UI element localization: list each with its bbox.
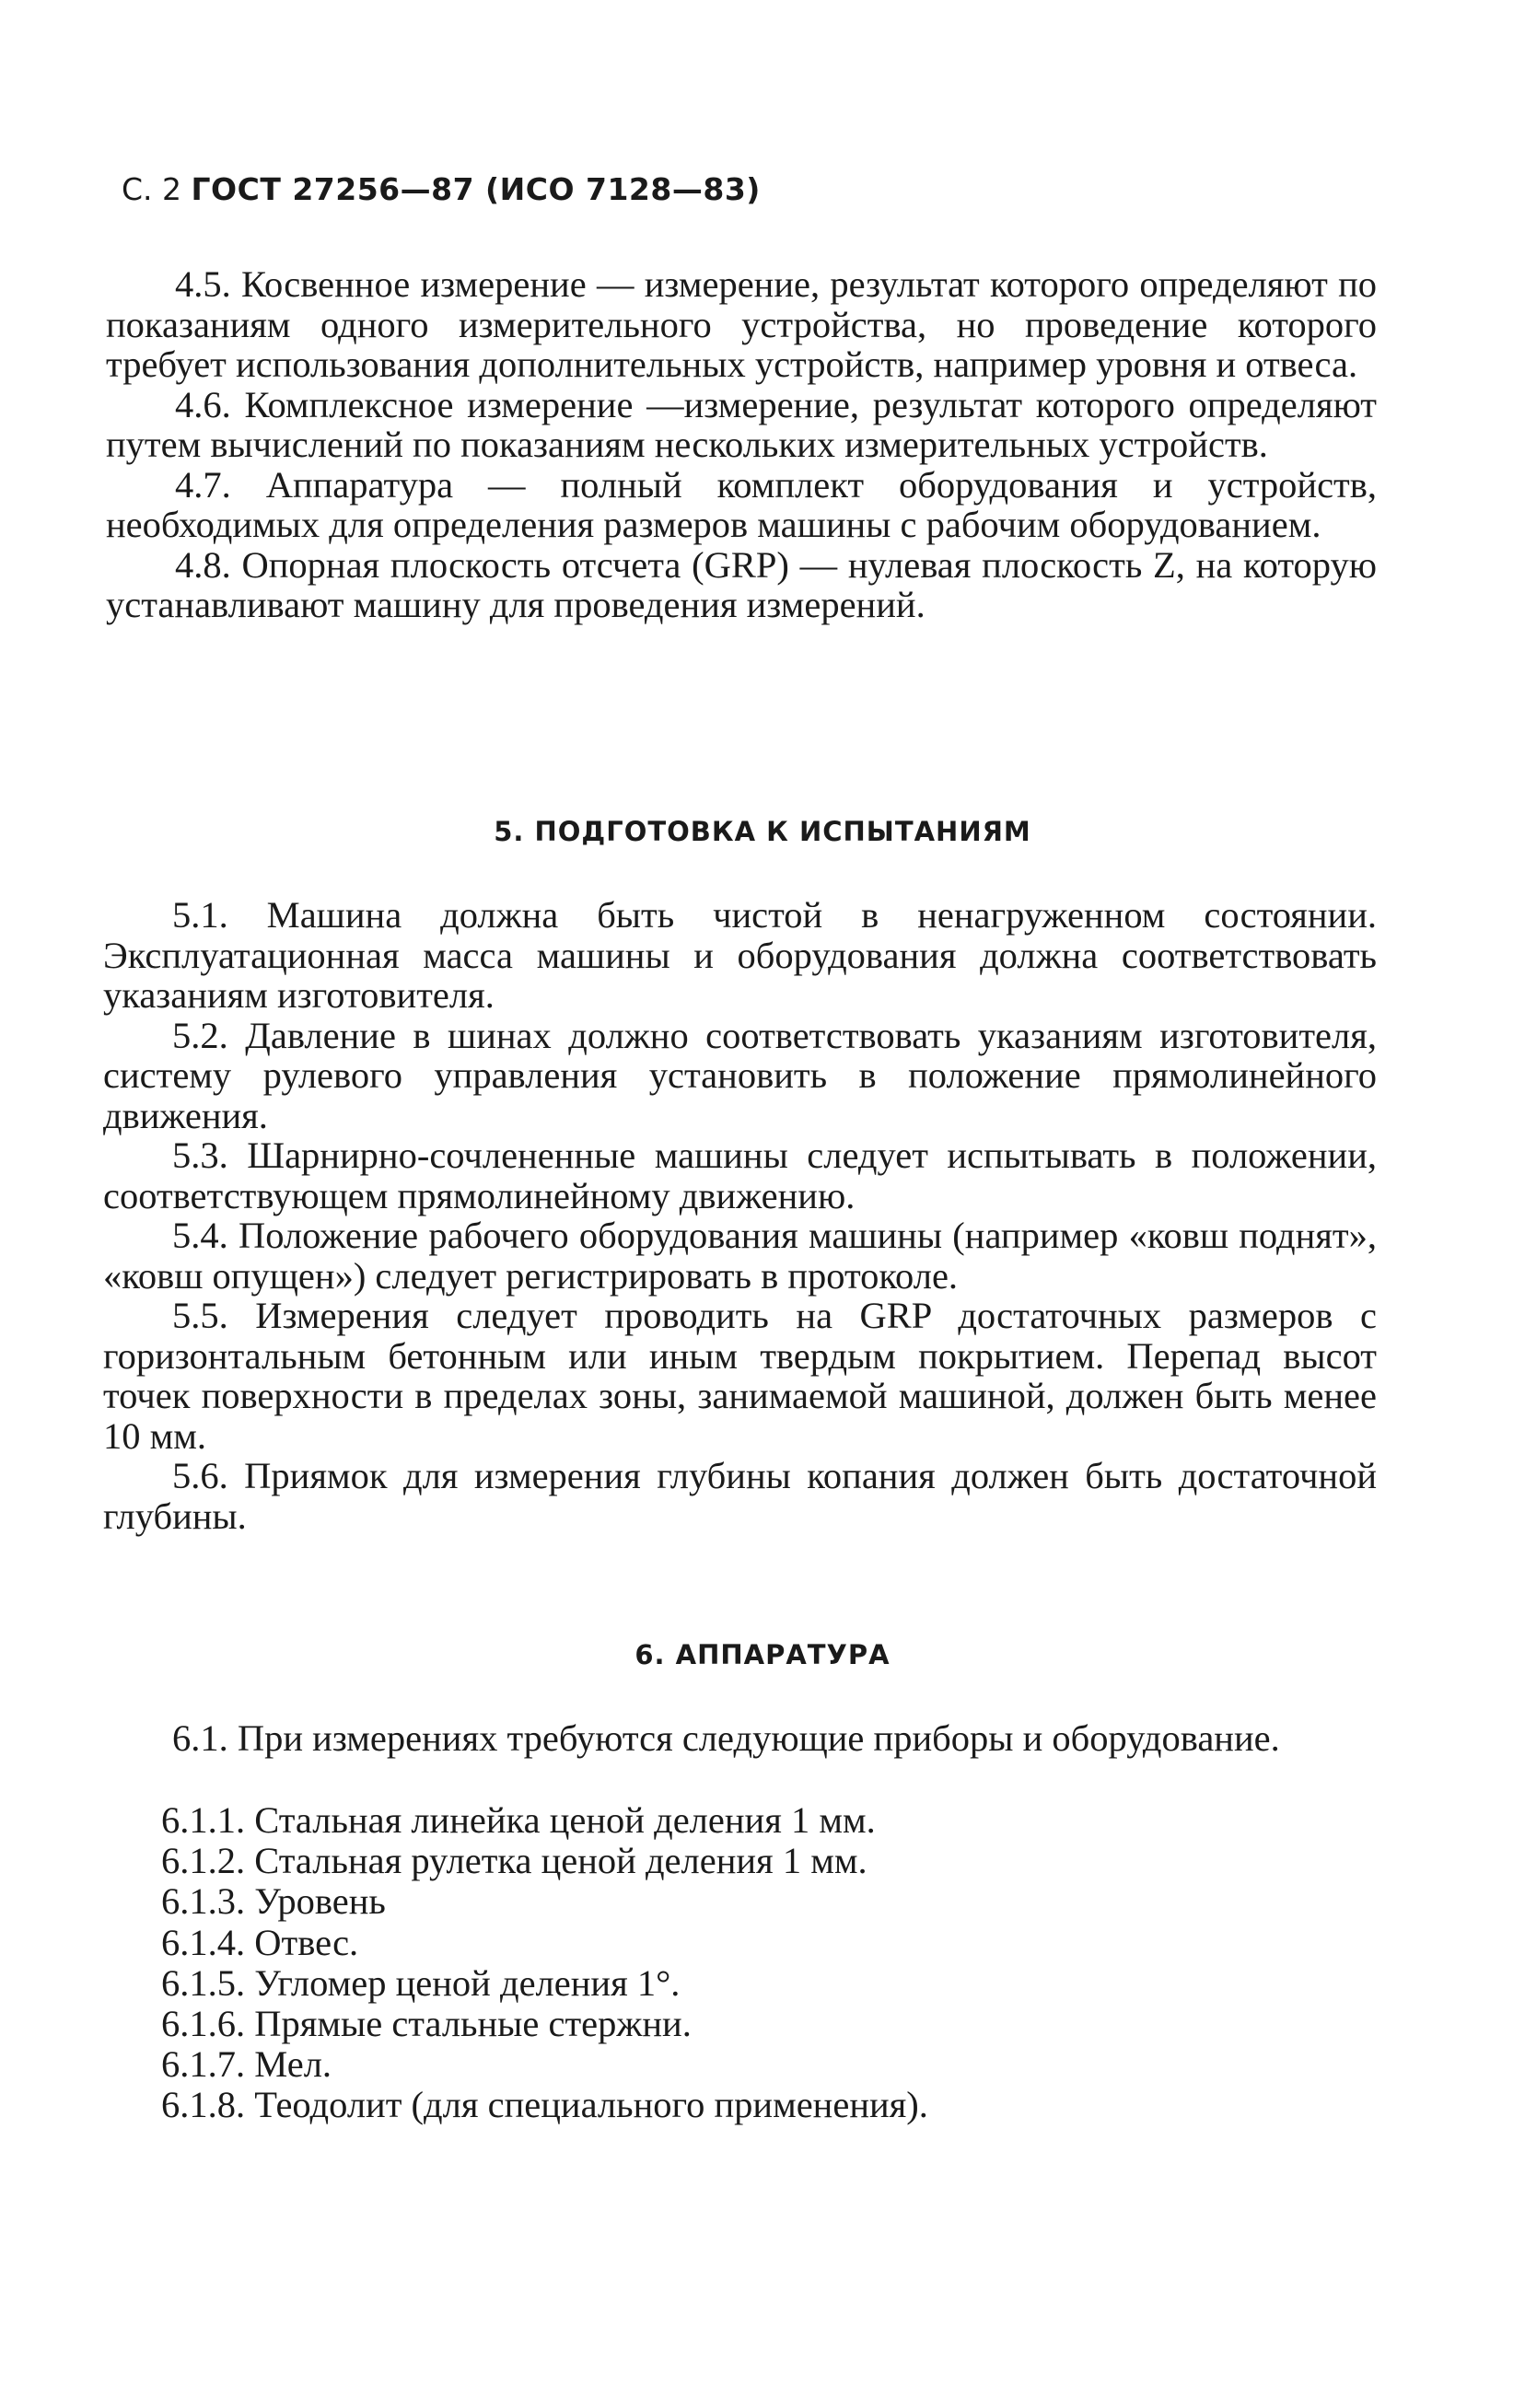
page-number: С. 2 [122,171,182,207]
clause-5-4: 5.4. Положение рабочего оборудования машины (например «ковш поднят», «ковш опущен») следует регистрировать в протоколе. [103,1215,1377,1297]
equipment-list [161,1800,1377,2126]
list-item: 6.1.8. Теодолит (для специального применения). [161,2084,928,2126]
clause-4-8: 4.8. Опорная плоскость отсчета (GRP) — нулевая плоскость Z, на которую устанавливают машину для проведения измерений. [106,543,1377,625]
list-item: 6.1.2. Стальная рулетка ценой деления 1 мм. [161,1840,867,1882]
section-6-intro [103,1718,1377,1759]
clause-4-7: 4.7. Аппаратура — полный комплект оборудования и устройств, необходимых для определения размеров машины с рабочим оборудованием. [106,463,1377,545]
clause-4-5: 4.5. Косвенное измерение — измерение, результат которого определяют по показаниям одного измерительного устройства, но проведение которого требует использования дополнительных устройств, например уровня и отвеса. [106,263,1377,385]
list-item: 6.1.3. Уровень [161,1880,386,1923]
section-5-body [103,895,1377,1536]
clause-5-2: 5.2. Давление в шинах должно соответствовать указаниям изготовителя, систему рулевого управления установить в положение прямолинейного движения. [103,1014,1377,1136]
section-4-definitions [106,264,1377,625]
list-item: 6.1.7. Мел. [161,2043,332,2086]
clause-4-6: 4.6. Комплексное измерение —измерение, результат которого определяют путем вычислений по показаниям нескольких измерительных устройств. [106,383,1377,465]
page-header [122,171,761,207]
list-item: 6.1.1. Стальная линейка ценой деления 1 мм. [161,1799,876,1841]
section-5-title: 5. ПОДГОТОВКА К ИСПЫТАНИЯМ [494,816,1031,847]
clause-6-1: 6.1. При измерениях требуются следующие приборы и оборудование. [172,1717,1280,1759]
list-item: 6.1.5. Угломер ценой деления 1°. [161,1961,681,2004]
clause-5-3: 5.3. Шарнирно-сочлененные машины следует испытывать в положении, соответствующем прямолинейному движению. [103,1134,1377,1216]
standard-designation: ГОСТ 27256—87 (ИСО 7128—83) [191,171,761,207]
clause-5-6: 5.6. Приямок для измерения глубины копания должен быть достаточной глубины. [103,1455,1377,1537]
section-6-title: 6. АППАРАТУРА [634,1639,891,1670]
clause-5-1: 5.1. Машина должна быть чистой в ненагруженном состоянии. Эксплуатационная масса машины и оборудования должна соответствовать указаниям изготовителя. [103,894,1377,1016]
list-item: 6.1.6. Прямые стальные стержни. [161,2003,692,2045]
clause-5-5: 5.5. Измерения следует проводить на GRP достаточных размеров с горизонтальным бетонным или иным твердым покрытием. Перепад высот точек поверхности в пределах зоны, занимаемой машиной, должен быть менее 10 мм. [103,1295,1377,1457]
list-item: 6.1.4. Отвес. [161,1921,359,1963]
